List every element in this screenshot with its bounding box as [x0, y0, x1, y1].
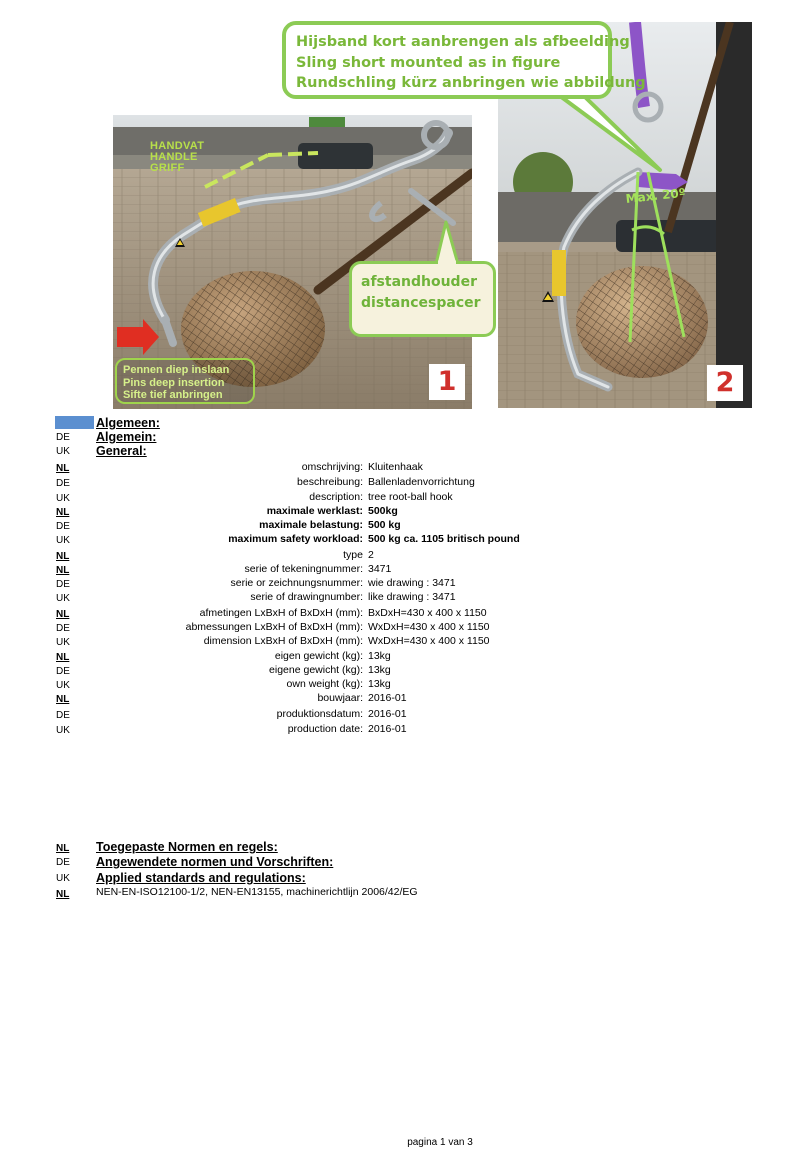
spec-value: 2	[368, 549, 374, 561]
lang-code: NL	[56, 551, 70, 562]
handle-label-nl: HANDVAT	[150, 140, 205, 152]
lang-code: UK	[56, 680, 70, 691]
spec-label: maximale werklast:	[266, 505, 363, 517]
lang-code: UK	[56, 725, 70, 736]
handle-label-uk: HANDLE	[150, 151, 198, 163]
spec-label: own weight (kg):	[286, 678, 363, 690]
page-footer: pagina 1 van 3	[407, 1137, 473, 1148]
spec-value: tree root-ball hook	[368, 491, 453, 503]
spec-value: wie drawing : 3471	[368, 577, 456, 589]
lang-code: DE	[56, 666, 70, 677]
sling-instruction-nl: Hijsband kort aanbrengen als afbeelding	[296, 34, 630, 50]
pins-label-nl: Pennen diep inslaan	[123, 364, 230, 376]
spec-label: eigene gewicht (kg):	[269, 664, 363, 676]
pins-label-de: Sifte tief anbringen	[123, 389, 223, 401]
spec-label: bouwjaar:	[317, 692, 363, 704]
pins-instruction-box	[115, 358, 255, 404]
spec-label: serie of drawingnumber:	[250, 591, 363, 603]
lang-code: NL	[56, 609, 70, 620]
spec-value: 13kg	[368, 678, 391, 690]
sling-instruction-de: Rundschling kürz anbringen wie abbildung	[296, 75, 646, 91]
spec-value: 2016-01	[368, 723, 407, 735]
spec-value: 2016-01	[368, 692, 407, 704]
standards-heading-uk: Applied standards and regulations:	[96, 871, 306, 885]
spec-value: 500 kg ca. 1105 britisch pound	[368, 533, 520, 545]
lang-code: NL	[56, 565, 70, 576]
spec-label: beschreibung:	[297, 476, 363, 488]
handle-label	[150, 141, 204, 174]
lang-code: UK	[56, 535, 70, 546]
spec-label: omschrijving:	[301, 461, 363, 473]
lang-code: NL	[56, 694, 70, 705]
spec-value: 13kg	[368, 664, 391, 676]
sling-instruction-uk: Sling short mounted as in figure	[296, 54, 561, 71]
standards-heading-nl: Toegepaste Normen en regels:	[96, 840, 278, 854]
spacer-label-nl: afstandhouder	[361, 274, 477, 290]
spec-label: serie of tekeningnummer:	[244, 563, 363, 575]
spec-value: 2016-01	[368, 708, 407, 720]
spec-value: 500 kg	[368, 519, 401, 531]
lang-code: DE	[56, 857, 70, 868]
spec-value: Ballenladenvorrichtung	[368, 476, 475, 488]
spec-label: abmessungen LxBxH of BxDxH (mm):	[185, 621, 363, 633]
lang-code: NL	[56, 507, 70, 518]
sling-instruction-callout	[282, 21, 646, 99]
lang-code: DE	[56, 478, 70, 489]
spec-label: produktionsdatum:	[276, 708, 363, 720]
spec-label: type	[343, 549, 363, 561]
spacer-label-uk: distancespacer	[361, 295, 481, 311]
lang-code: DE	[56, 432, 70, 443]
max-angle-label: Max. 20º	[625, 185, 687, 206]
lang-code: UK	[56, 446, 70, 457]
photo-number-badge: 2	[707, 365, 743, 401]
handle-label-de: GRIFF	[150, 162, 185, 174]
pins-label-uk: Pins deep insertion	[123, 376, 225, 389]
standards-list: NEN-EN-ISO12100-1/2, NEN-EN13155, machinerichtlijn 2006/42/EG	[96, 886, 418, 898]
general-heading-de: Algemein:	[96, 430, 157, 444]
lang-code: NL	[56, 889, 70, 900]
spec-label: description:	[309, 491, 363, 503]
lang-code: DE	[56, 623, 70, 634]
spec-label: maximum safety workload:	[228, 533, 363, 545]
spec-label: production date:	[287, 723, 363, 735]
lang-code: DE	[56, 579, 70, 590]
general-heading-nl: Algemeen:	[96, 416, 160, 430]
spec-value: Kluitenhaak	[368, 461, 423, 473]
lang-code: UK	[56, 493, 70, 504]
spec-value: WxDxH=430 x 400 x 1150	[368, 635, 490, 647]
lang-code: UK	[56, 637, 70, 648]
lang-code: NL	[56, 843, 70, 854]
photo-number-badge: 1	[429, 364, 465, 400]
spec-label: afmetingen LxBxH of BxDxH (mm):	[199, 607, 363, 619]
spec-label: eigen gewicht (kg):	[274, 650, 363, 662]
spec-label: dimension LxBxH of BxDxH (mm):	[203, 635, 363, 647]
lang-code: UK	[56, 593, 70, 604]
lang-code: UK	[56, 873, 70, 884]
lang-code: NL	[56, 463, 70, 474]
spec-value: 13kg	[368, 650, 391, 662]
spec-label: serie or zeichnungsnummer:	[230, 577, 363, 589]
spec-value: 3471	[368, 563, 392, 575]
spec-label: maximale belastung:	[259, 519, 363, 531]
lang-code: DE	[56, 521, 70, 532]
section-marker	[55, 416, 94, 429]
lang-code: DE	[56, 710, 70, 721]
spec-value: WxDxH=430 x 400 x 1150	[368, 621, 490, 633]
spec-value: like drawing : 3471	[368, 591, 456, 603]
spec-value: 500kg	[368, 505, 398, 517]
distance-spacer-callout	[349, 261, 496, 337]
lang-code: NL	[56, 652, 70, 663]
standards-heading-de: Angewendete normen und Vorschriften:	[96, 855, 334, 869]
general-heading-uk: General:	[96, 444, 147, 458]
spec-value: BxDxH=430 x 400 x 1150	[368, 607, 487, 619]
